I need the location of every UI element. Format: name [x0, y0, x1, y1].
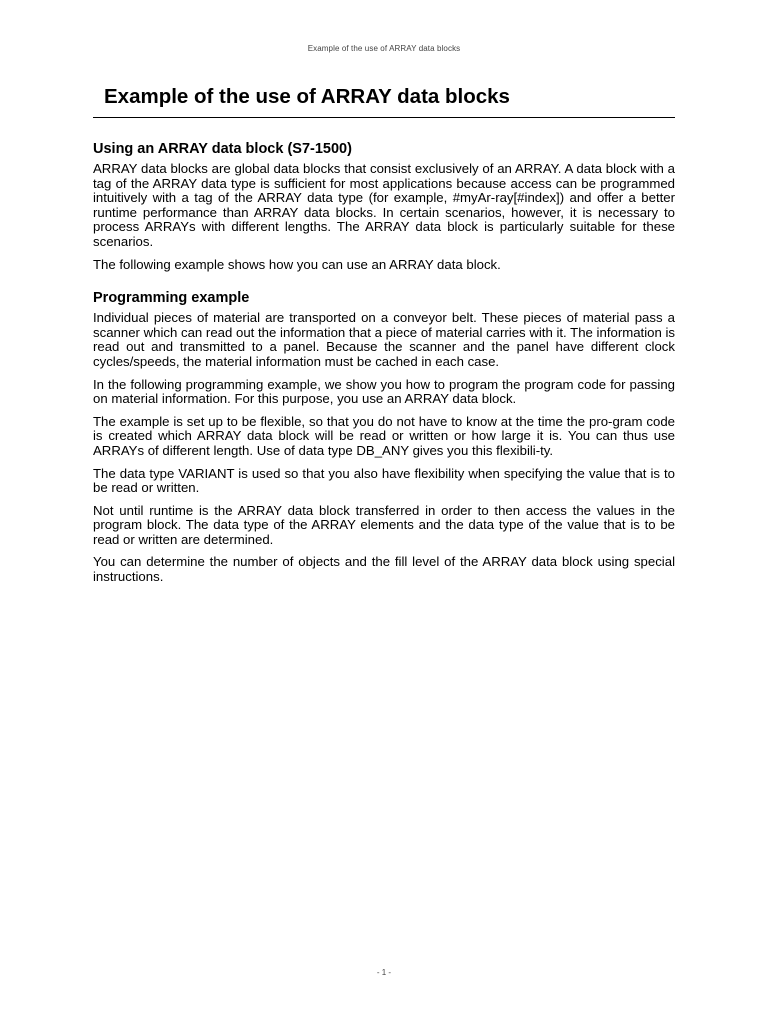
paragraph: The following example shows how you can use an ARRAY data block. — [93, 256, 501, 272]
section-programming-example — [93, 289, 675, 585]
section-heading: Using an ARRAY data block (S7-1500) — [93, 141, 352, 157]
paragraph: The data type VARIANT is used so that you also have flexibility when specifying the value that is to be read or written. — [93, 465, 675, 496]
paragraph: ARRAY data blocks are global data blocks that consist exclusively of an ARRAY. A data block with a tag of the ARRAY data type is sufficient for most applications because access can be programmed intuitively with a tag of the ARRAY data type (for example, #myAr-ray[#index]) and offer a better runtime performance than ARRAY data blocks. In certain scenarios, however, it is necessary to process ARRAYs with different lengths. The ARRAY data block is particularly suitable for these scenarios. — [93, 161, 675, 249]
section-heading: Programming example — [93, 290, 250, 307]
page-title: Example of the use of ARRAY data blocks — [104, 85, 510, 108]
running-header: Example of the use of ARRAY data blocks — [307, 44, 461, 53]
title-block — [93, 84, 675, 118]
page-number: - 1 - — [376, 968, 392, 977]
document-body — [93, 140, 675, 593]
paragraph: You can determine the number of objects and the fill level of the ARRAY data block using special instructions. — [93, 554, 675, 585]
section-using-array-data-block — [93, 140, 675, 272]
paragraph: Not until runtime is the ARRAY data block transferred in order to then access the values in the program block. The data type of the ARRAY elements and the data type of the value that is to be read or written are determined. — [93, 502, 675, 547]
paragraph: In the following programming example, we show you how to program the program code for passing on material information. For this purpose, you use an ARRAY data block. — [93, 376, 675, 407]
paragraph: Individual pieces of material are transported on a conveyor belt. These pieces of material pass a scanner which can read out the information that a piece of material carries with it. The information is read out and transmitted to a panel. Because the scanner and the panel have different clock cycles/speeds, the material information must be cached in each case. — [93, 310, 675, 369]
paragraph: The example is set up to be flexible, so that you do not have to know at the time the pro-gram code is created which ARRAY data block will be read or written or how large it is. You can thus use ARRAYs of different length. Use of data type DB_ANY gives you this flexibili-ty. — [93, 413, 675, 458]
